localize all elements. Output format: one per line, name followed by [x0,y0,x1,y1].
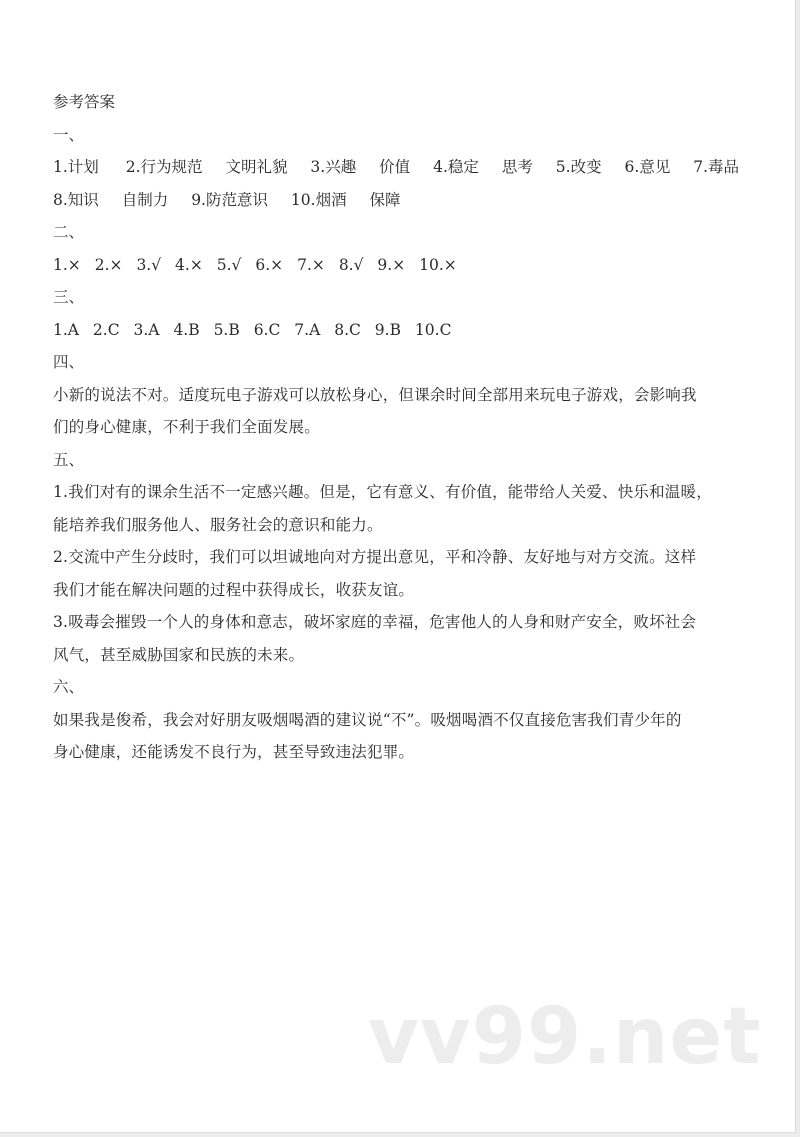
answer-item: 9.× [377,255,406,274]
answer-item: 6.意见 [624,158,671,176]
section-6-heading: 六、 [53,678,85,696]
section-5-answer-line: 风气，甚至威胁国家和民族的未来。 [53,645,305,664]
answer-item: 3.兴趣 [310,158,357,176]
document-title: 参考答案 [53,93,116,111]
answer-item: 10.烟酒 [290,190,347,209]
section-2-answers [53,249,733,282]
watermark-text: vv99.net [368,992,762,1082]
answer-item: 1.A [53,320,79,339]
answer-item: 3.A [133,320,160,339]
answer-item: 5.B [213,320,240,339]
section-5-answer-line: 3.吸毒会摧毁一个人的身体和意志，破坏家庭的幸福，危害他人的人身和财产安全，败坏社会 [53,613,697,631]
section-4-answer-line: 们的身心健康，不利于我们全面发展。 [53,418,320,436]
section-2-heading: 二、 [53,223,85,241]
answer-item: 8.√ [338,255,364,274]
section-6-answer-line: 身心健康，还能诱发不良行为，甚至导致违法犯罪。 [53,743,415,761]
answer-item: 4.× [175,255,203,274]
answer-item: 7.× [297,255,325,274]
answer-item: 8.C [334,320,361,339]
answer-item: 7.A [294,320,321,339]
section-5-answer-line: 我们才能在解决问题的过程中获得成长，收获友谊。 [53,580,415,599]
answer-item: 2.行为规范 [125,158,203,176]
answer-item: 思考 [501,158,533,176]
answer-item: 10.× [419,255,457,274]
section-4-answer-line: 小新的说法不对。适度玩电子游戏可以放松身心，但课余时间全部用来玩电子游戏，会影响我 [53,385,697,404]
answer-item: 自制力 [121,190,169,209]
section-6-answer-line: 如果我是俊希，我会对好朋友吸烟喝酒的建议说“不”。吸烟喝酒不仅直接危害我们青少年的 [53,710,682,729]
answer-item: 8.知识 [53,190,99,209]
section-3-heading: 三、 [53,288,85,306]
answer-item: 5.改变 [555,158,602,176]
answer-item: 2.× [94,255,123,274]
answer-item: 10.C [414,320,452,339]
section-5-answer-line: 2.交流中产生分歧时，我们可以坦诚地向对方提出意见，平和冷静、友好地与对方交流。这样 [53,548,697,566]
answer-item: 1.计划 [53,158,99,176]
answer-item: 6.C [253,320,281,339]
section-1-answers-row-2 [53,184,733,217]
section-3-answers [53,314,733,347]
answer-item: 9.B [374,320,401,339]
section-5-answer-line: 1.我们对有的课余生活不一定感兴趣。但是，它有意义、有价值，能带给人关爱、快乐和温暖， [53,483,712,501]
answer-item: 3.√ [136,255,162,274]
answer-item: 保障 [369,190,401,209]
answer-item: 5.√ [216,255,242,274]
answer-item: 2.C [92,320,120,339]
section-1-answers-row-1 [53,151,740,184]
section-5-answer-line: 能培养我们服务他人、服务社会的意识和能力。 [53,515,383,534]
answer-item: 6.× [255,255,284,274]
section-4-heading: 四、 [53,353,85,371]
answer-item: 4.稳定 [433,158,479,176]
section-1-heading: 一、 [53,125,85,144]
answer-item: 文明礼貌 [225,158,288,176]
answer-key-content [53,86,740,769]
answer-item: 价值 [379,158,411,176]
answer-item: 9.防范意识 [191,190,268,209]
answer-item: 4.B [173,320,200,339]
answer-item: 7.毒品 [693,158,740,176]
section-5-heading: 五、 [53,450,85,469]
answer-item: 1.× [53,255,81,274]
